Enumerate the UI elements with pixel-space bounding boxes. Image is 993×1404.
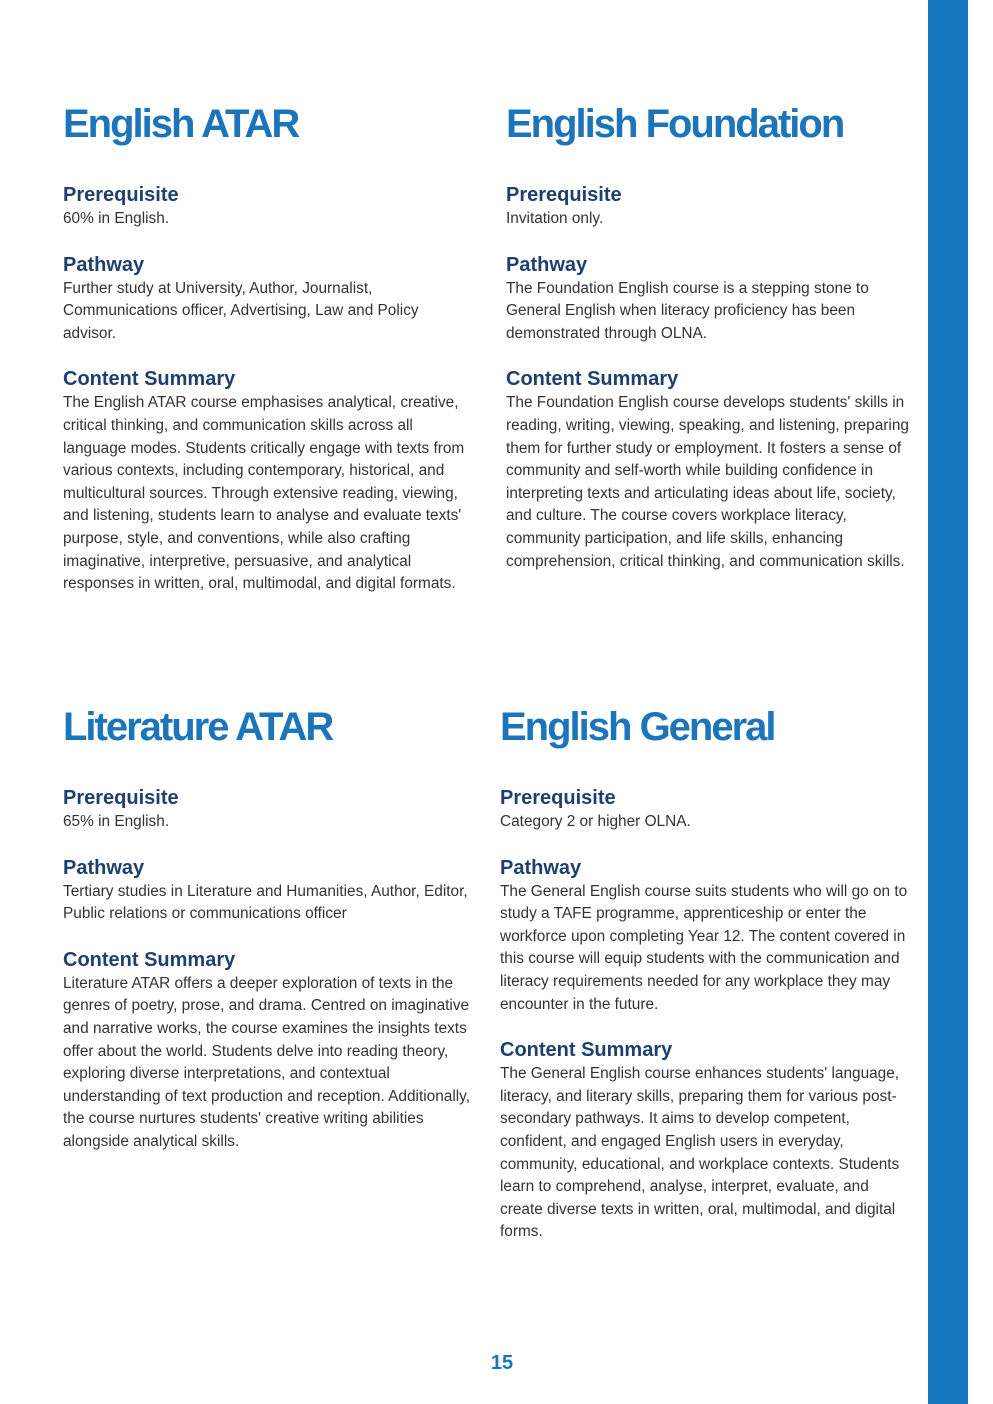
prerequisite-heading: Prerequisite [63, 184, 179, 206]
content-summary-heading: Content Summary [63, 368, 236, 391]
page-number: 15 [490, 1352, 514, 1374]
prerequisite-heading: Prerequisite [500, 787, 616, 809]
course-english-general [500, 704, 910, 1266]
pathway-heading: Pathway [506, 253, 588, 276]
course-english-foundation [506, 101, 916, 595]
prerequisite-heading: Prerequisite [63, 787, 179, 809]
content-summary-text: Literature ATAR offers a deeper exploration of texts in the genres of poetry, prose, and drama. Centred on imaginative and narrative works, the course examines the insights texts offer about the world. Students delve into reading theory, exploring diverse interpretations, and contextual understanding of text production and reception. Additionally, the course nurtures students' creative writing abilities alongside analytical skills. [63, 974, 470, 1150]
pathway-heading: Pathway [500, 856, 582, 879]
pathway-heading: Pathway [63, 856, 145, 879]
content-summary-text: The General English course enhances students' language, literacy, and literary skills, preparing them for various post-secondary pathways. It aims to develop competent, confident, and engaged English users in everyday, community, educational, and workplace contexts. Students learn to comprehend, analyse, interpret, evaluate, and create diverse texts in written, oral, multimodal, and digital forms. [500, 1065, 900, 1241]
content-summary-heading: Content Summary [500, 1039, 673, 1062]
pathway-text: The Foundation English course is a stepping stone to General English when literacy proficiency has been demonstrated through OLNA. [506, 279, 869, 342]
content-summary-section [63, 367, 473, 595]
content-summary-heading: Content Summary [506, 368, 679, 391]
prerequisite-section [506, 183, 916, 231]
course-title: Literature ATAR [63, 705, 333, 749]
pathway-section [63, 253, 473, 346]
course-literature-atar [63, 704, 473, 1176]
pathway-text: Further study at University, Author, Journalist, Communications officer, Advertising, Law and Policy advisor. [63, 279, 419, 342]
content-summary-section [506, 367, 916, 573]
prerequisite-heading: Prerequisite [506, 184, 622, 206]
prerequisite-text: Invitation only. [506, 210, 604, 227]
prerequisite-text: 65% in English. [63, 813, 170, 830]
course-english-atar [63, 101, 473, 618]
prerequisite-section [63, 183, 473, 231]
content-summary-text: The English ATAR course emphasises analytical, creative, critical thinking, and communication skills across all language modes. Students critically engage with texts from various contexts, including contemporary, historical, and multicultural sources. Through extensive reading, viewing, and listening, students learn to analyse and evaluate texts' purpose, style, and conventions, while also crafting imaginative, interpretive, persuasive, and analytical responses in written, oral, multimodal, and digital formats. [63, 394, 465, 593]
pathway-heading: Pathway [63, 253, 145, 276]
content-summary-text: The Foundation English course develops students' skills in reading, writing, viewing, speaking, and listening, preparing them for further study or employment. It fosters a sense of community and self-worth while building confidence in interpreting texts and articulating ideas about life, society, and culture. The course covers workplace literacy, community participation, and life skills, enhancing comprehension, critical thinking, and communication skills. [506, 394, 909, 570]
course-title: English ATAR [63, 102, 299, 146]
pathway-section [506, 253, 916, 346]
course-title: English Foundation [506, 102, 844, 146]
pathway-section [500, 856, 910, 1017]
course-title: English General [500, 705, 775, 749]
side-accent-bar [928, 0, 968, 1404]
pathway-text: Tertiary studies in Literature and Humanities, Author, Editor, Public relations or communications officer [63, 882, 468, 923]
prerequisite-section [500, 786, 910, 834]
content-summary-section [500, 1038, 910, 1244]
pathway-section [63, 856, 473, 926]
prerequisite-text: 60% in English. [63, 210, 170, 227]
content-summary-section [63, 948, 473, 1154]
pathway-text: The General English course suits students who will go on to study a TAFE programme, apprenticeship or enter the workforce upon completing Year 12. The content covered in this course will equip students with the communication and literacy requirements needed for any workplace they may encounter in the future. [500, 882, 908, 1013]
prerequisite-section [63, 786, 473, 834]
content-summary-heading: Content Summary [63, 948, 236, 971]
prerequisite-text: Category 2 or higher OLNA. [500, 813, 691, 830]
